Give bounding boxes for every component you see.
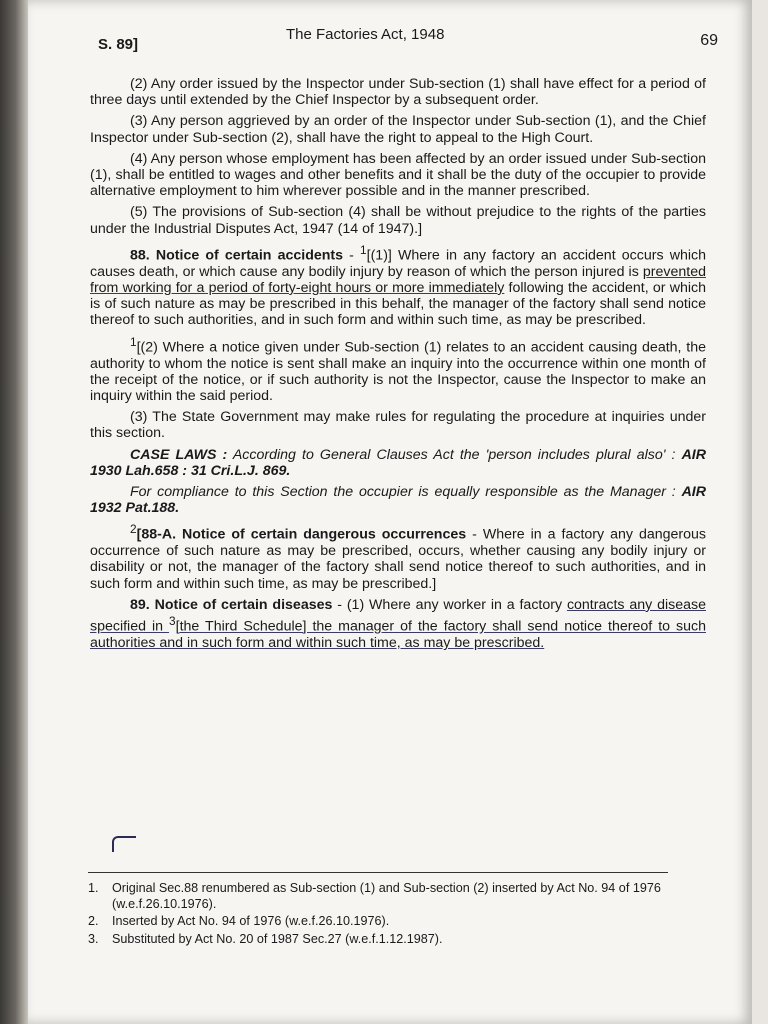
section-88a-heading: [88-A. Notice of certain dangerous occurrences bbox=[136, 527, 467, 544]
compliance-paragraph bbox=[90, 484, 706, 516]
paragraph-87-4: (4) Any person whose employment has been affected by an order issued under Sub-section (1), shall be entitled to wages and other benefits and it shall be the duty of the occupier to provide alternative employment to him wherever possible and in the manner prescribed. bbox=[90, 150, 706, 200]
section-89-text-a: - (1) Where any worker in a factory bbox=[332, 596, 567, 613]
paragraph-87-2: (2) Any order issued by the Inspector under Sub-section (1) shall have effect for a period of three days until extended by the Chief Inspector by a subsequent order. bbox=[90, 76, 706, 109]
case-laws-citation: AIR 1930 Lah.658 : 31 Cri.L.J. 869. bbox=[90, 446, 706, 479]
footnote-ref-1b: 1 bbox=[130, 334, 137, 349]
footnote-1 bbox=[88, 881, 708, 912]
section-88-text-a: [(1)] Where in any factory an accident occurs which causes death, or which cause any bodily injury by reason of which the person injured is bbox=[90, 247, 706, 280]
section-88-subsection-3: (3) The State Government may make rules for regulating the procedure at inquiries under this section. bbox=[90, 409, 706, 442]
footnote-number: 2. bbox=[88, 914, 99, 928]
footnote-ref-3: 3 bbox=[169, 614, 176, 629]
case-laws-paragraph bbox=[90, 447, 706, 479]
footnotes bbox=[88, 872, 708, 949]
page-body bbox=[90, 76, 706, 656]
footnote-3 bbox=[88, 932, 708, 948]
section-88a-paragraph bbox=[90, 521, 706, 592]
section-88-heading: 88. Notice of certain accidents bbox=[130, 247, 344, 264]
footnote-text: Inserted by Act No. 94 of 1976 (w.e.f.26.10.1976). bbox=[112, 914, 390, 928]
section-88a-text: - Where in a factory any dangerous occurrence of such nature as may be prescribed, occurs, whether causing any bodily injury or disability or not, the manager of the factory shall send notice thereof to such authorities, and in such form and within such time, as may be prescribed.] bbox=[90, 527, 706, 592]
section-89-underline-a: contracts any disease specified in bbox=[90, 596, 706, 635]
section-89-paragraph bbox=[90, 597, 706, 651]
footnote-divider bbox=[88, 872, 668, 873]
case-laws-label: CASE LAWS : bbox=[130, 446, 228, 463]
underlined-phrase: prevented from working for a period of forty-eight hours or more immediately bbox=[90, 263, 706, 296]
section-88-text-b: following the accident, or which is of such nature as may be prescribed in this behalf, the manager of the factory shall send notice thereof to such authorities, and in such form and within such time, as may be prescribed. bbox=[90, 279, 706, 329]
paragraph-87-3: (3) Any person aggrieved by an order of the Inspector under Sub-section (1), and the Chief Inspector under Sub-section (2), shall have the right to appeal to the High Court. bbox=[90, 113, 706, 146]
paragraph-87-5: (5) The provisions of Sub-section (4) shall be without prejudice to the rights of the parties under the Industrial Disputes Act, 1947 (14 of 1947).] bbox=[90, 204, 706, 237]
section-reference: S. 89] bbox=[98, 36, 139, 53]
book-page bbox=[28, 0, 752, 1024]
footnote-2 bbox=[88, 914, 708, 930]
footnote-text: Substituted by Act No. 20 of 1987 Sec.27 (w.e.f.1.12.1987). bbox=[112, 931, 443, 946]
dash: - bbox=[343, 247, 361, 264]
compliance-citation: AIR 1932 Pat.188. bbox=[90, 483, 706, 517]
footnote-number: 1. bbox=[88, 881, 99, 895]
page-header bbox=[98, 24, 718, 54]
section-88-subsection-2 bbox=[90, 334, 706, 405]
section-88-2-text: [(2) Where a notice given under Sub-section (1) relates to an accident causing death, the authority to whom the notice is sent shall make an inquiry into the occurrence within one month of the receipt of the notice, or if such authority is not the Inspector, cause the Inspector to make an inquiry within the said period. bbox=[90, 339, 706, 404]
footnote-number: 3. bbox=[88, 931, 99, 946]
section-89-underline-b: [the Third Schedule] the manager of the factory shall send notice thereof to such authorities and in such form and within such time, as may be prescribed. bbox=[90, 618, 706, 652]
running-title: The Factories Act, 1948 bbox=[286, 26, 445, 43]
footnote-ref-1: 1 bbox=[360, 242, 367, 257]
compliance-text: For compliance to this Section the occupier is equally responsible as the Manager : bbox=[130, 483, 682, 500]
footnote-text: Original Sec.88 renumbered as Sub-section (1) and Sub-section (2) inserted by Act No. 94 of 1976 (w.e.f.26.10.1976). bbox=[112, 881, 661, 911]
book-spine-shadow bbox=[0, 0, 28, 1024]
case-laws-text: According to General Clauses Act the 'person includes plural also' : bbox=[227, 446, 682, 463]
section-88-paragraph bbox=[90, 242, 706, 329]
handwritten-bracket-mark bbox=[112, 836, 136, 852]
footnote-ref-2: 2 bbox=[130, 522, 137, 537]
page-number: 69 bbox=[700, 32, 718, 49]
section-89-heading: 89. Notice of certain diseases bbox=[130, 596, 333, 613]
